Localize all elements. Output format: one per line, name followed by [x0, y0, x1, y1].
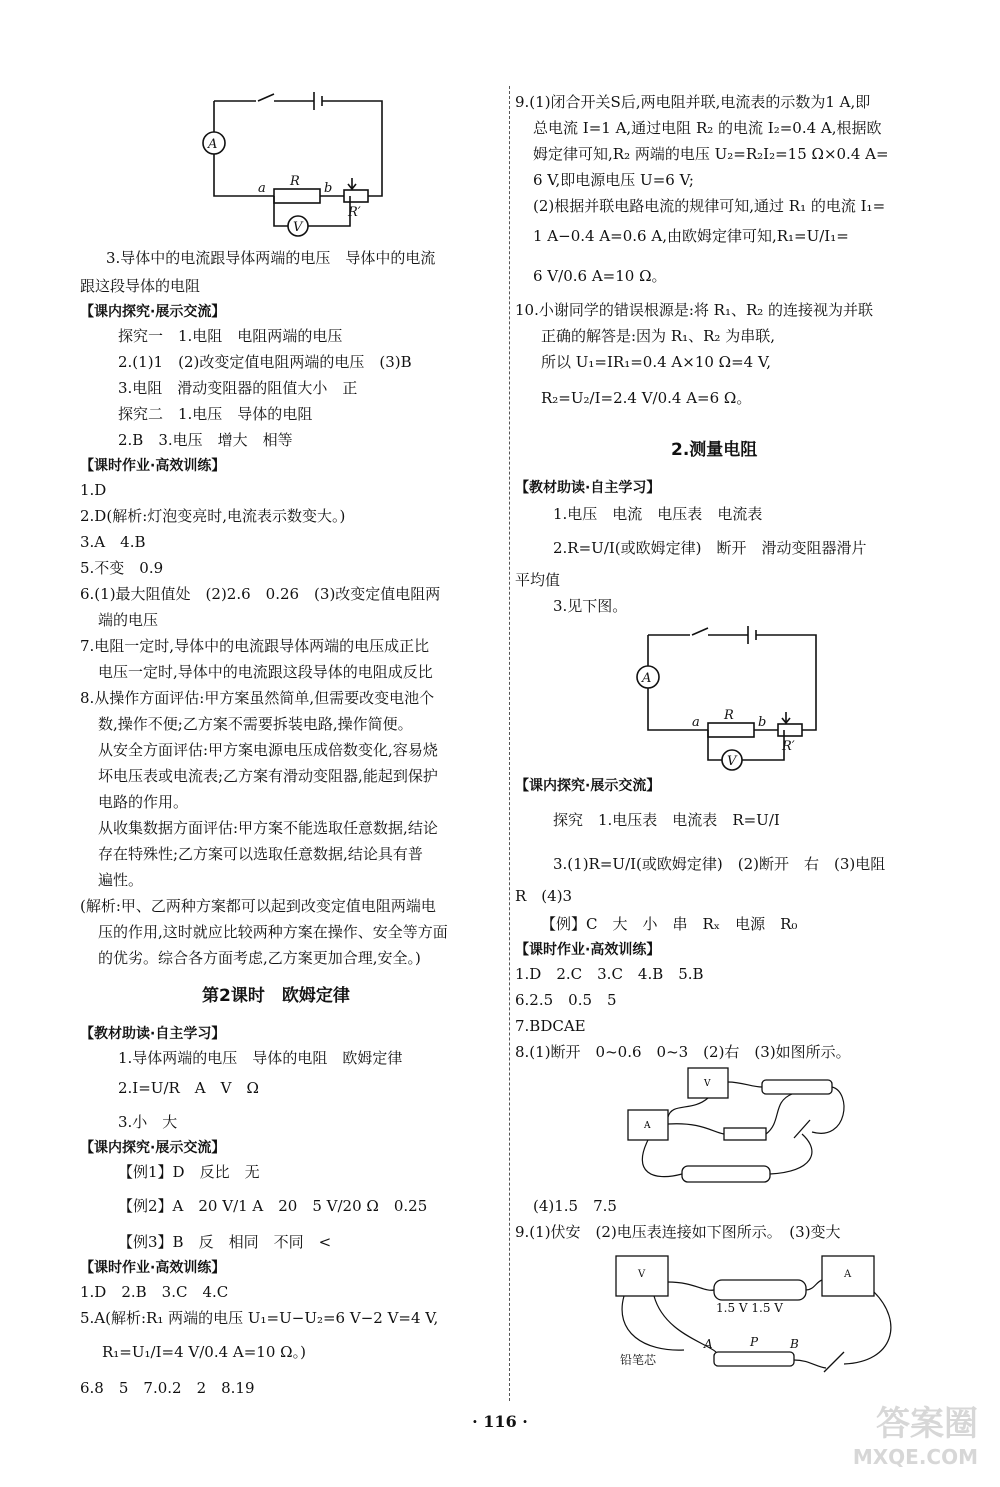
circuit-diagram-2 — [636, 626, 831, 771]
text-line: 探究二 1.电压 导体的电阻 — [118, 405, 313, 423]
text-line: R₂=U₂/I=2.4 V/0.4 A=6 Ω。 — [541, 389, 752, 407]
text-line: 1.D 2.C 3.C 4.B 5.B — [515, 965, 704, 983]
section-heading: 【教材助读·自主学习】 — [80, 1026, 226, 1042]
text-line: (2)根据并联电路电流的规律可知,通过 R₁ 的电流 I₁= — [533, 197, 886, 215]
section-heading: 【课时作业·高效训练】 — [515, 942, 661, 958]
text-line: 1.导体两端的电压 导体的电阻 欧姆定律 — [118, 1049, 403, 1067]
watermark-bottom: MXQE.COM — [852, 1445, 978, 1469]
text-line: 总电流 I=1 A,通过电阻 R₂ 的电流 I₂=0.4 A,根据欧 — [533, 119, 882, 137]
text-line: R₁=U₁/I=4 V/0.4 A=10 Ω。) — [102, 1343, 306, 1361]
node-a-label: a — [692, 715, 700, 730]
wiring-illustration-2 — [604, 1252, 914, 1386]
battery-pack — [714, 1280, 806, 1300]
section-heading: 【课内探究·展示交流】 — [80, 1140, 226, 1156]
text-line: 5.不变 0.9 — [80, 559, 164, 577]
text-line: 3.小 大 — [118, 1113, 178, 1131]
text-line: 3.(1)R=U/I(或欧姆定律) (2)断开 右 (3)电阻 — [553, 855, 886, 873]
text-line: 2.R=U/I(或欧姆定律) 断开 滑动变阻器滑片 — [553, 539, 867, 557]
resistor-label: R — [724, 708, 734, 723]
text-line: 6.(1)最大阻值处 (2)2.6 0.26 (3)改变定值电阻两 — [80, 585, 441, 603]
column-divider — [509, 86, 510, 1401]
text-line: 遍性。 — [98, 871, 144, 889]
text-line: 7.电阻一定时,导体中的电流跟导体两端的电压成正比 — [80, 637, 430, 655]
text-line: 【例3】B 反 相同 不同 < — [118, 1233, 332, 1251]
text-line: 10.小谢同学的错误根源是:将 R₁、R₂ 的连接视为并联 — [515, 301, 874, 319]
text-line: (4)1.5 7.5 — [533, 1197, 617, 1215]
switch-lever — [824, 1352, 844, 1372]
rheostat-body — [762, 1080, 832, 1094]
text-line: 6 V,即电源电压 U=6 V; — [533, 171, 694, 189]
text-line: 存在特殊性;乙方案可以选取任意数据,结论具有普 — [98, 845, 423, 863]
text-line: 探究 1.电压表 电流表 R=U/I — [553, 811, 780, 829]
text-line: 电路的作用。 — [98, 793, 189, 811]
watermark — [853, 1396, 978, 1469]
text-line: 【例】C 大 小 串 Rₓ 电源 R₀ — [541, 915, 798, 933]
node-a-label: a — [258, 181, 266, 196]
text-line: 所以 U₁=IR₁=0.4 A×10 Ω=4 V, — [541, 353, 771, 371]
text-line: 3.导体中的电流跟导体两端的电压 导体中的电流 — [106, 249, 436, 267]
voltmeter-label: V — [727, 754, 737, 769]
text-line: 跟这段导体的电阻 — [80, 277, 201, 295]
text-line: 的优劣。综合各方面考虑,乙方案更加合理,安全。) — [98, 949, 421, 967]
node-b-label: b — [758, 715, 767, 730]
text-line: 8.(1)断开 0~0.6 0~3 (2)右 (3)如图所示。 — [515, 1043, 851, 1061]
section-title: 第2课时 欧姆定律 — [202, 986, 350, 1006]
node-b-label: b — [324, 181, 333, 196]
circuit-diagram-1 — [202, 92, 397, 237]
text-line: 从安全方面评估:甲方案电源电压成倍数变化,容易烧 — [98, 741, 438, 759]
text-line: 1.电压 电流 电压表 电流表 — [553, 505, 763, 523]
text-line: 1.D — [80, 481, 107, 499]
text-line: 1.D 2.B 3.C 4.C — [80, 1283, 229, 1301]
text-line: 【例2】A 20 V/1 A 20 5 V/20 Ω 0.25 — [118, 1197, 428, 1215]
text-line: 3.见下图。 — [553, 597, 628, 615]
text-line: 6.8 5 7.0.2 2 8.19 — [80, 1379, 255, 1397]
section-heading: 【课时作业·高效训练】 — [80, 458, 226, 474]
section-heading: 【课内探究·展示交流】 — [515, 778, 661, 794]
section-heading: 【课内探究·展示交流】 — [80, 304, 226, 320]
text-line: 【例1】D 反比 无 — [118, 1163, 260, 1181]
text-line: 2.I=U/R A V Ω — [118, 1079, 259, 1097]
ammeter-label: A — [208, 137, 218, 152]
cells-label: 1.5 V 1.5 V — [716, 1301, 783, 1315]
text-line: 从收集数据方面评估:甲方案不能选取任意数据,结论 — [98, 819, 438, 837]
voltmeter-face-label: V — [638, 1269, 646, 1280]
ammeter-face-label: A — [844, 1269, 852, 1280]
text-line: 坏电压表或电流表;乙方案有滑动变阻器,能起到保护 — [98, 767, 438, 785]
ammeter-face-label: A — [644, 1121, 651, 1131]
slider-p-label: P — [750, 1335, 759, 1349]
rheostat-body — [714, 1352, 794, 1366]
text-line: 6.2.5 0.5 5 — [515, 991, 617, 1009]
text-line: 平均值 — [515, 571, 561, 589]
text-line: 9.(1)伏安 (2)电压表连接如下图所示。 (3)变大 — [515, 1223, 841, 1241]
text-line: 9.(1)闭合开关S后,两电阻并联,电流表的示数为1 A,即 — [515, 93, 871, 111]
text-line: 探究一 1.电阻 电阻两端的电压 — [118, 327, 343, 345]
voltmeter-label: V — [293, 220, 303, 235]
text-line: 2.(1)1 (2)改变定值电阻两端的电压 (3)B — [118, 353, 412, 371]
text-line: (解析:甲、乙两种方案都可以起到改变定值电阻两端电 — [80, 897, 436, 915]
text-line: 端的电压 — [98, 611, 159, 629]
section-title: 2.测量电阻 — [671, 440, 758, 460]
text-line: 3.电阻 滑动变阻器的阻值大小 正 — [118, 379, 358, 397]
text-line: 2.B 3.电压 增大 相等 — [118, 431, 293, 449]
text-line: 8.从操作方面评估:甲方案虽然简单,但需要改变电池个 — [80, 689, 435, 707]
text-line: 5.A(解析:R₁ 两端的电压 U₁=U−U₂=6 V−2 V=4 V, — [80, 1309, 439, 1327]
battery-pack — [682, 1166, 770, 1182]
section-heading: 【课时作业·高效训练】 — [80, 1260, 226, 1276]
page-number: · 116 · — [472, 1412, 528, 1431]
text-line: 压的作用,这时就应比较两种方案在操作、安全等方面 — [98, 923, 448, 941]
terminal-a-label: A — [704, 1337, 713, 1351]
text-line: 数,操作不便;乙方案不需要拆装电路,操作简便。 — [98, 715, 413, 733]
resistor-block — [724, 1128, 766, 1140]
rheostat-label: R′ — [348, 205, 361, 220]
section-heading: 【教材助读·自主学习】 — [515, 480, 661, 496]
text-line: 1 A−0.4 A=0.6 A,由欧姆定律可知,R₁=U/I₁= — [533, 227, 849, 245]
switch-lever — [794, 1120, 810, 1138]
text-line: 姆定律可知,R₂ 两端的电压 U₂=R₂I₂=15 Ω×0.4 A= — [533, 145, 889, 163]
text-line: 电压一定时,导体中的电流跟这段导体的电阻成反比 — [98, 663, 433, 681]
voltmeter-face-label: V — [704, 1079, 711, 1089]
text-line: 3.A 4.B — [80, 533, 146, 551]
text-line: 6 V/0.6 A=10 Ω。 — [533, 267, 667, 285]
watermark-top: 答案圈 — [876, 1404, 978, 1444]
text-line: 2.D(解析:灯泡变亮时,电流表示数变大。) — [80, 507, 346, 525]
text-line: 7.BDCAE — [515, 1017, 586, 1035]
terminal-b-label: B — [790, 1337, 799, 1351]
pencil-lead-label: 铅笔芯 — [620, 1353, 657, 1367]
text-line: R (4)3 — [515, 887, 573, 905]
text-line: 正确的解答是:因为 R₁、R₂ 为串联, — [541, 327, 775, 345]
wiring-illustration-1 — [612, 1062, 862, 1196]
rheostat-label: R′ — [782, 739, 795, 754]
ammeter-label: A — [642, 671, 652, 686]
resistor-label: R — [290, 174, 300, 189]
